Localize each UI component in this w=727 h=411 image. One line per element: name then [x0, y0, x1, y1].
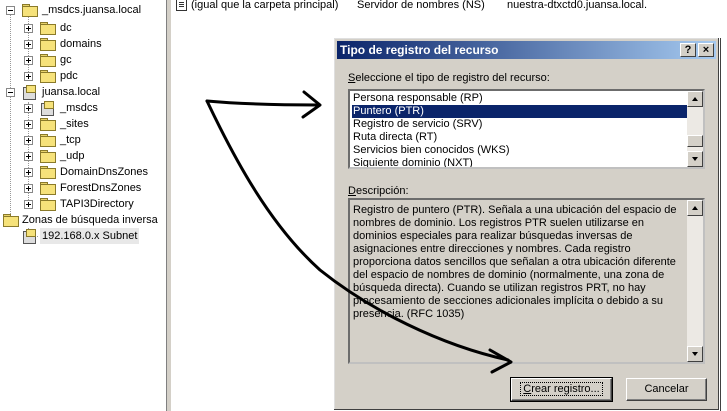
tree-node-label: juansa.local [42, 86, 101, 98]
expand-icon[interactable] [24, 200, 33, 209]
record-icon [176, 0, 187, 11]
close-button[interactable]: × [698, 43, 714, 57]
delegated-folder-icon [40, 101, 54, 115]
folder-icon [40, 38, 55, 50]
folder-icon [40, 182, 55, 194]
scroll-down-button[interactable] [687, 346, 703, 362]
collapse-icon[interactable] [6, 6, 15, 15]
folder-icon [40, 118, 55, 130]
expand-icon[interactable] [24, 136, 33, 145]
list-item[interactable]: Siguiente dominio (NXT) [353, 157, 473, 169]
tree-node-label: pdc [60, 70, 78, 82]
description-text: Registro de puntero (PTR). Señala a una ubicación del espacio de nombres de dominio. Los registros PTR suelen utilizarse en dominios especiales para realizar búsquedas inversas de asignaciones entre direcciones y nombres. Cada registro proporciona datos sencillos que señalan a otra ubicación diferente del espacio de nombres de dominio (normalmente, una zona de búsqueda directa). Cuando se utilizan registros PRT, no hay procesamiento de secciones adicionales implícita o debido a su presencia. (RFC 1035) [353, 204, 677, 320]
cancel-button[interactable]: Cancelar [626, 378, 707, 401]
folder-icon [40, 70, 55, 82]
folder-icon [40, 54, 55, 66]
mnemonic-c: C [523, 383, 532, 395]
record-type-list[interactable] [348, 89, 705, 169]
button-label [520, 382, 602, 396]
list-item[interactable]: Registro de servicio (SRV) [353, 118, 483, 130]
expand-icon[interactable] [24, 72, 33, 81]
record-type-label [348, 72, 550, 84]
list-item[interactable]: Servicios bien conocidos (WKS) [353, 144, 510, 156]
chevron-up-icon [692, 97, 698, 101]
tree-node-label: _udp [60, 150, 85, 162]
collapse-icon[interactable] [6, 88, 15, 97]
expand-icon[interactable] [24, 56, 33, 65]
expand-icon[interactable] [24, 24, 33, 33]
vertical-scrollbar[interactable] [687, 200, 703, 362]
scroll-thumb[interactable] [687, 135, 703, 147]
folder-icon [40, 22, 55, 34]
resource-record-type-dialog [333, 37, 720, 411]
label-text: rear registro... [531, 383, 600, 395]
chevron-up-icon [692, 206, 698, 210]
dns-zone-icon [22, 85, 36, 99]
scroll-down-button[interactable] [687, 151, 703, 167]
folder-icon [40, 134, 55, 146]
tree-connector [10, 10, 11, 226]
record-type: Servidor de nombres (NS) [357, 0, 485, 11]
scroll-up-button[interactable] [687, 91, 703, 107]
folder-icon [22, 4, 37, 16]
tree-node-label: ForestDnsZones [60, 182, 142, 194]
label-text: escripción: [355, 185, 409, 197]
expand-icon[interactable] [24, 120, 33, 129]
tree-node-label: dc [60, 22, 72, 34]
folder-icon [3, 214, 18, 226]
tree-node-label: TAPI3Directory [60, 198, 134, 210]
chevron-down-icon [692, 352, 698, 356]
create-record-button[interactable] [511, 378, 612, 401]
mnemonic-d: D [348, 185, 356, 197]
expand-icon[interactable] [24, 40, 33, 49]
tree-node-label: _tcp [60, 134, 81, 146]
dialog-title: Tipo de registro del recurso [340, 43, 499, 57]
list-item-selected[interactable]: Puntero (PTR) [352, 105, 687, 118]
chevron-down-icon [692, 157, 698, 161]
expand-icon[interactable] [24, 152, 33, 161]
dialog-titlebar[interactable] [337, 41, 716, 59]
vertical-scrollbar[interactable] [687, 91, 703, 167]
tree-node-label: _sites [60, 118, 89, 130]
folder-icon [40, 166, 55, 178]
expand-icon[interactable] [24, 104, 33, 113]
folder-icon [40, 198, 55, 210]
tree-node-label: _msdcs [60, 102, 98, 114]
dns-tree-pane[interactable] [0, 0, 166, 411]
tree-node-label: domains [60, 38, 102, 50]
label-text: eleccione el tipo de registro del recurso: [355, 72, 550, 84]
help-button[interactable]: ? [680, 43, 696, 57]
record-name: (igual que la carpeta principal) [191, 0, 339, 11]
tree-node-label: Zonas de búsqueda inversa [22, 214, 158, 226]
record-data: nuestra-dtxctd0.juansa.local. [507, 0, 648, 11]
list-item[interactable]: Persona responsable (RP) [353, 92, 483, 104]
dns-zone-icon [22, 229, 36, 243]
folder-icon [40, 150, 55, 162]
tree-node-label: 192.168.0.x Subnet [42, 230, 138, 242]
description-box [348, 198, 705, 364]
description-label [348, 185, 409, 197]
expand-icon[interactable] [24, 184, 33, 193]
list-item[interactable]: Ruta directa (RT) [353, 131, 438, 143]
tree-node-label: _msdcs.juansa.local [42, 4, 142, 16]
tree-node-label: gc [60, 54, 72, 66]
scroll-up-button[interactable] [687, 200, 703, 216]
list-item[interactable] [172, 0, 727, 14]
expand-icon[interactable] [24, 168, 33, 177]
mnemonic-s: S [348, 72, 356, 84]
tree-node-label: DomainDnsZones [60, 166, 149, 178]
